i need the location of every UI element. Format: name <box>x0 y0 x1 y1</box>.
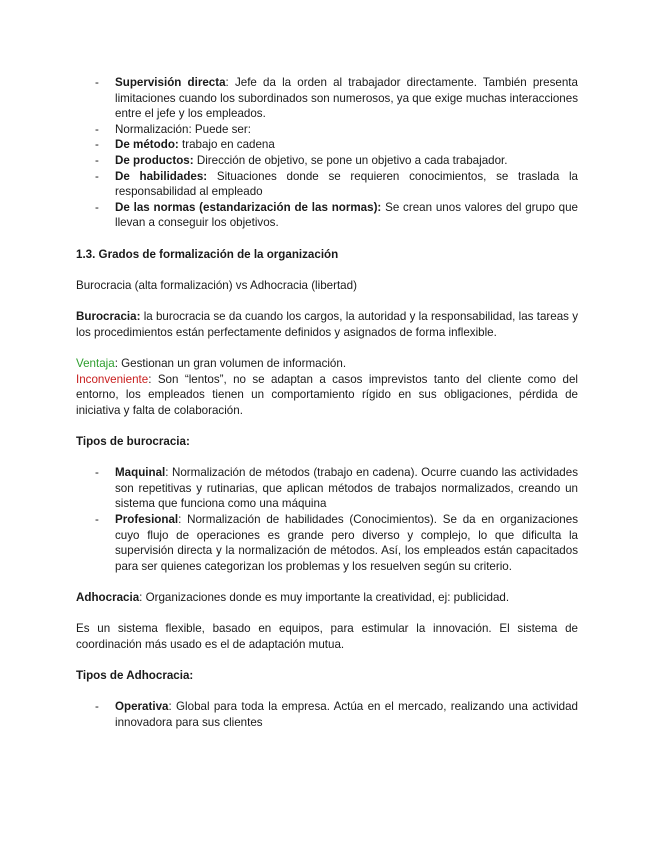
list-item-text: Dirección de objetivo, se pone un objetivo a cada trabajador. <box>193 153 508 167</box>
list-item-text: Se crean unos valores del grupo que llevan a conseguir los objetivos. <box>115 200 578 230</box>
bullet-dash: - <box>95 76 99 89</box>
list-item-sep: : <box>225 76 229 89</box>
list-item <box>76 512 578 574</box>
bullet-dash: - <box>95 153 99 167</box>
bullet-dash: - <box>95 466 99 480</box>
burocracia-term: Burocracia: <box>76 310 141 324</box>
list-item-term: De productos: <box>115 153 194 167</box>
bullet-dash: - <box>95 700 99 714</box>
burocracia-vs-adhocracia: Burocracia (alta formalización) vs Adhocracia (libertad) <box>76 279 357 293</box>
tipos-burocracia-heading <box>76 434 578 450</box>
list-item <box>76 122 578 138</box>
bullet-dash: - <box>95 513 99 527</box>
burocracia-text: la burocracia se da cuando los cargos, la autoridad y la responsabilidad, las tareas y los procedimientos están perfectamente definidos y asignados de forma inflexible. <box>76 310 578 339</box>
list-item <box>76 75 578 122</box>
tipos-burocracia-list <box>76 465 578 574</box>
list-item-text: : Normalización de habilidades (Conocimientos). Se da en organizaciones cuyo flujo de operaciones es grande pero diverso y complejo, lo que dificulta la supervisión directa y la normalización de métodos. Así, los empleados están capacitados para ser quienes categorizan los problemas y los resuelven según su criterio. <box>115 513 578 573</box>
ventaja-label: Ventaja <box>76 357 115 371</box>
inconveniente-text: : Son “lentos”, no se adaptan a casos imprevistos tanto del cliente como del entorno, los empleados tienen un comportamiento rígido en sus obligaciones, pérdida de iniciativa y falta de colaboración. <box>76 372 578 417</box>
adhocracia-text: : Organizaciones donde es muy importante la creatividad, ej: publicidad. <box>139 591 510 604</box>
document-content <box>76 75 578 730</box>
list-item <box>76 699 578 730</box>
list-item-term: Maquinal <box>115 466 166 480</box>
list-item-text: Normalización: Puede ser: <box>115 122 251 136</box>
list-item <box>76 169 578 200</box>
list-item <box>76 465 578 512</box>
bullet-dash: - <box>95 122 99 136</box>
bullet-dash: - <box>95 169 99 183</box>
inconveniente-label: Inconveniente <box>76 372 149 386</box>
burocracia-paragraph <box>76 309 578 340</box>
bullet-dash: - <box>95 138 99 152</box>
ventaja-text: : Gestionan un gran volumen de información. <box>114 357 347 371</box>
list-item-term: De método: <box>115 138 179 152</box>
tipos-adhocracia-heading <box>76 668 578 684</box>
inconveniente-paragraph <box>76 372 578 419</box>
list-item <box>76 137 578 153</box>
sistema-flexible-paragraph: Es un sistema flexible, basado en equipos, para estimular la innovación. El sistema de coordinación más usado es el de adaptación mutua. <box>76 622 578 651</box>
list-item-term: De las normas (estandarización de las normas): <box>115 200 382 214</box>
ventaja-paragraph <box>76 356 578 372</box>
list-item-text: Jefe da la orden al trabajador directamente. También presenta limitaciones cuando los subordinados son numerosos, ya que exige muchas interacciones entre el jefe y los empleados. <box>115 76 578 121</box>
bullet-dash: - <box>95 200 99 214</box>
list-item-term: Operativa <box>115 700 169 714</box>
adhocracia-paragraph <box>76 590 578 606</box>
list-item-text: Situaciones donde se requieren conocimientos, se traslada la responsabilidad al empleado <box>115 169 578 199</box>
list-item-text: : Global para toda la empresa. Actúa en el mercado, realizando una actividad innovadora para sus clientes <box>115 700 578 729</box>
list-item-term: Profesional <box>115 513 179 527</box>
list-item-text: trabajo en cadena <box>178 138 275 152</box>
list-item-term: De habilidades: <box>115 169 208 183</box>
list-item-text: : Normalización de métodos (trabajo en cadena). Ocurre cuando las actividades son repetitivas y rutinarias, que aplican métodos de trabajos normalizados, creando un sistema que funciona como una máquina <box>115 466 578 511</box>
adhocracia-term: Adhocracia <box>76 591 140 604</box>
tipos-adhocracia-heading-text: Tipos de Adhocracia: <box>76 668 194 682</box>
list-item <box>76 153 578 169</box>
list-item <box>76 200 578 231</box>
list-item-term: Supervisión directa <box>115 76 226 89</box>
tipos-burocracia-heading-text: Tipos de burocracia: <box>76 435 190 449</box>
tipos-adhocracia-list <box>76 699 578 730</box>
section-heading: 1.3. Grados de formalización de la organización <box>76 247 339 261</box>
coordination-list <box>76 75 578 231</box>
